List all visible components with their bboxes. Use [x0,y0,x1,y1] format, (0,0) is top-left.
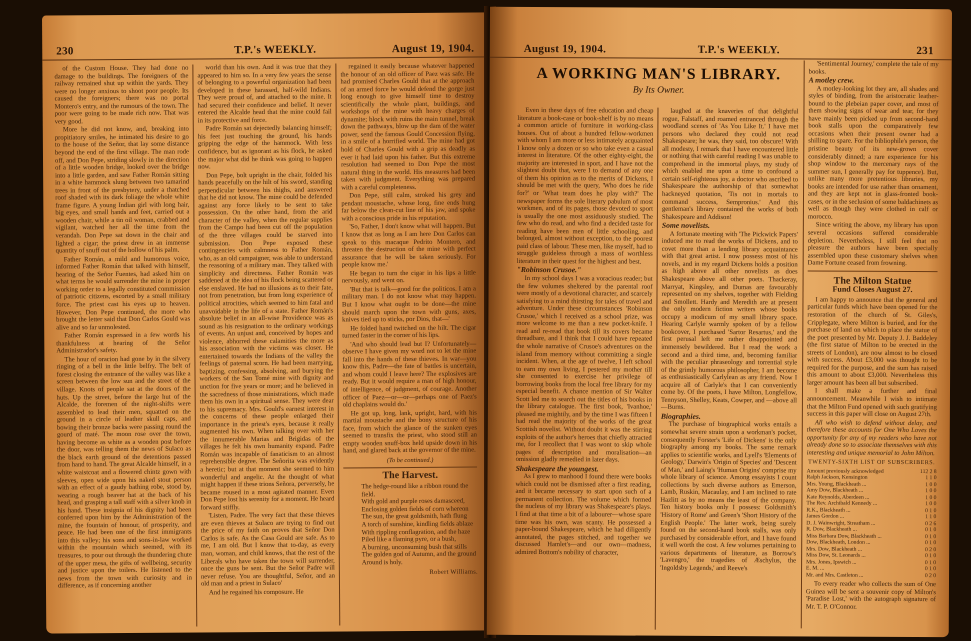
paragraph: A motley-looking lot they are, all shades and styles of binding, from the aristocratic leather-bound to the plebeian paper cover, and most of them showing signs of wear and tear, for they have mainly been picked up from second-hand book stalls upon the comparatively few occasions when their present owner had a shilling to spare. For the bibliophile's person, the pristine beauty of its new-grown cover considerably dinned; a rare experience for his shop window to the mercenary rays of the summer sun, I generally pay for tuppence). But, unlike many more pretentious libraries, my books are intended for use rather than ornament, and they are kept not in glass-fronted book-cases, or in the seclusion of some baldachinets as well as though they were clothed in calf or morocco. [807,85,939,221]
paragraph: Padre Román sat dejectedly balancing himself; his feet just touching the ground, his hands gripping the edge of the hammock. With less confidence, but as ignorant as his flock, he asked the major what did he think was going to happen now. [197,124,333,171]
paragraph: And he regained his composure. He [209,588,304,597]
subscriber-amount: 1 1 0 [925,475,937,482]
subscriber-amount: 1 0 0 [925,481,937,489]
paragraph: regained it easily because whatever happened the honour of an old officer of Paez was safe. He had promised Charles Gould that at the approach of an armed force he would defend the gorge just long enough to give himself time to destroy scientifically the whole plant, buildings, and workshops of the mine with heavy charges of dynamite; block with ruins the main tunnel, break down the pathways, blow up the dam of the water power, send the famous Gould Concession flying, in a smile of a horrified world. The mine had got hold of Charles Gould with a grip as deadly as ever it had laid upon his father. But this extreme resolution had seemed to Don Pepe the most natural thing in the world. His measures had been taken with judgment. Everything was prepared with a careful completeness. [340,62,476,192]
paragraph: Father Román expressed in a few words his thankfulness at hearing of the Señor Administrador's safety. [56,331,191,355]
right-page-number: 231 [916,45,934,58]
subscriber-amount: 0 1 0 [925,533,937,541]
poem-line: A burning, unconsuming bush that stills [361,543,467,552]
paragraph: 'And who should lead but I? Unfortunately—observe I have given my word not to let the mine fall into the hands of these thieves. In war—you know this, Padre—the fate of battles is uncertain, and whom could I leave here? The explosives are ready. But it would require a man of high honour, of intelligence, of judgment, of courage. Another officer of Paez—or—or—perhaps one of Paez's old chaplains would do.' [342,340,477,409]
column-rule [335,64,340,626]
subscriber-name: James Gordon ... [806,513,845,521]
subscriber-amount: 0 1 0 [924,559,937,567]
right-page-date: August 19, 1904. [523,42,607,56]
subscriber-name: D. J. Wainwright, Streatham ... [806,520,876,527]
divider [343,467,477,469]
paragraph: Father Román, a mild and humorous voice, informed Father Román that talked with himself, hearing of the Señor Fuentes, had asked him on what terms he would surrender the mine in proper working order to a legally constituted commission of patriotic citizens, escorted by a small military force. The priest cast his eyes up to heaven. However, Don Pepe continued, the more who brought the letter said that Don Carlos Gould was alive and so far unmolested. [55,255,191,332]
subscriber-name: Kate Reynolds, Aberdeen ... [806,494,870,501]
subscriber-amount: 0 1 0 [925,527,937,534]
poem-line: Around is holy. [361,558,403,567]
column-rule [655,108,659,630]
column-rule [192,65,197,627]
paragraph: The purchase of biographical works entails a somewhat severe strain upon a workman's pocket, consequently Forster's 'Life of Dickens' is the only biography among my books. The same remark applies to scientific works, and Lyell's 'Elements of Geology,' Darwin's 'Origin of Species' and 'Descent of Man,' and Laing's 'Human Origins' comprise my whole library of science. Among essayists I count collections by such diverse authors as Emerson, Lamb, Ruskin, Macaulay, and I am inclined to rate Hazlitt as by no means the least of the company. Ten history books only I possess: Goldsmith's 'History of Rome' and Green's 'Short History of the English People.' The latter work, being surely found on the second-hand book stalls, was only purchased by considerable effort, and I have found it well worth the cost. A few volumes pertaining to various departments of literature, as Borrow's 'Lavengro,' the tragedies of Æschylus, the 'Ingoldsby Legends,' and Reeve's [660,421,797,572]
paragraph: Don Pepe, bolt upright in the chair, folded his hands peacefully on the hilt of his sword, standing perpendicular between his thighs, and answered that he did not know. The mine could be defended against any force likely to be sent to take possession. On the other hand, from the arid character of the valley, when the regular supplies from the Campo had been cut off the population of the three villages could be starved into submission. Don Pepe exposed these contingencies with calmness to Father Román, who, as an old campaigner, was able to understand the reasoning of a military man. They talked with simplicity and directness. Father Román was saddened at the idea of his flock being scattered or else enslaved. He had no illusions as to their fate, not from penetration, but from long experience of political atrocities, which seemed to him fatal and unavoidable in the life of a state. Father Román's absolute belief in an all-wise Providence was as sound as his resignation to the ordinary workings of events. An unjust and, conceived by hopes and violence, abhorred these calamities the more as his association with the victims was closer. He entertained towards the Indians of the valley the feelings of paternal scorn. He had been marrying, baptizing, confessing, absolving, and burying the workers of the San Tomé mine with dignity and unction for five years or more; and he believed in the sacredness of those ministrations, which made them his own in a spiritual sense. They were dear to his supremacy. Mrs. Gould's earnest interest in the concerns of these people enlarged their importance in the priest's eyes, because it really augmented his own. When talking over with her the innumerable Marias and Brigidas of the villages he felt his own humanity expand. Padre Román was incapable of fanaticism to an almost reprehensible degree. The Señorita was evidently a heretic; but at that moment she seemed to him wonderful and angelic. At the thought of what might happen if these trions Señora, perversely, he became roused in a most agitated manner. Even Don Pepe lost his serenity for a moment. He heard forward stiffly. [198,171,335,512]
subscriber-amount: 0 1 0 [924,553,937,560]
left-page [42,12,494,633]
to-be-continued: (To be continued.) [386,456,434,465]
subscriber-name: Miss Barbara Dow, Blackheath ... [806,533,882,540]
subscriber-name: Amount previously acknowledged [806,468,884,475]
article-byline: By Its Owner. [632,85,685,96]
subscriber-amount: 0 2 0 [924,546,937,554]
paragraph: Don Pepe, still calm, stroked his grey and pendant moustache, whose long, fine ends hung far below the clean-cut line of his jaw, and spoke with a conscious pride in his reputation. [341,191,476,223]
harvest-poem [343,483,478,567]
article-heading [514,65,804,97]
poem-line: Piled like a flaming pyre, or a bush, [361,535,457,544]
subscriber-amount: 1 0 0 [925,501,937,508]
paragraph: A fortunate meeting with 'The Pickwick Papers' induced me to read the works of Dickens, and to covet more than a lending library acquaintance with that great artist. I now possess most of his novels, and in my regard Dickens holds a position as high above all other novelists as does Shakespeare above all other poets. Thackeray, Marryat, Kingsley, and Dumas are favourably represented on my shelves, together with Fielding and Smollett. Hardy and Meredith are at present the only modern fiction writers whose books occupy a modicum of my small library space. Hearing Carlyle warmly spoken of by a fellow bookcover, I purchased 'Sartor Resartus,' and the first perusal left me rather disappointed and immensely bewildered. But I read the work a second and a third time, and, becoming familiar with the peculiar phraseology and torrential style of the grimly humorous philosopher, I am become as enthusiastically Carlylean as any friend. Now I acquire all of Carlyle's that I can conveniently come by. Of the poets, I have Milton, Longfellow, Tennyson, Shelley, Keats, Cowper, and —above all—Burns. [660,230,798,412]
subscriber-amount: 0 2 0 [924,572,937,580]
italic-note: All who wish to defend without delay, and therefore these accounts for One Who Loves the opportunity for any of my readers who have not already done so to associate themselves with this interesting and unique memorial to John Milton. [806,419,937,457]
subheading: Biographies. [660,411,701,421]
paragraph: More he did not know, and, breaking into propitiatory smiles, he intimated his desire to go to the house of the Señor, that lay some distance beyond the end of the first village. The man rode off, and Don Pepe, striding slowly in the direction of a little wooden bridge, looked over the bridge into a little garden, and saw Father Román sitting in a white hammock slung between two tamarind trees in front of the presbytery, under a thatched roof shaded with its dark foliage the whole white frame figure. A young Indian girl with long hair, big eyes, and small hands and feet, carried out a wooden chair, while a tin oil woman, crabbed and vigilant, watched her all the time from the verandah. Don Pepe sat down in the chair and lighted a cigar; the priest drew in an immense quantity of snuff out of the hollow of his palm. [54,125,190,255]
poem-line: With rippling conflagration, and the haze [361,528,471,536]
right-magazine-title: T.P.'s WEEKLY. [697,43,780,57]
left-page-number: 230 [56,45,74,58]
poem-line: With gold and purple roses damasceed, [361,497,465,506]
subscriber-name: Mrs. Dow, Blackheath ... [806,546,863,553]
subheading: Some novelists. [661,220,710,231]
subscriber-name: E. M. ... [806,565,825,572]
divider [808,270,938,272]
paragraph: As I grew to manhood I found there were books which could not be dismissed after a first reading, and it became necessary to start upon such of a permanent collection. The volume which formed the nucleus of my library was Shakespeare's plays. I find at that time a bit of a labourer—whose spare time was his own, was scanty. He possessed a paper-bound Shakespeare, which he had diligently annotated, the pages stitched, and together we discussed Hamlet's—and our own—madness, admired Bottom's nobility of character, [515,473,652,557]
left-page-date: August 19, 1904. [391,42,475,56]
right-col-3 [806,60,939,629]
subscriber-amount: 1 0 0 [925,494,937,502]
subheading: A motley crew. [808,75,855,85]
subscriber-amount: 1 1 0 [925,514,937,521]
paragraph: Since writing the above, my library has upon several occasions suffered considerable depletion. Nevertheless, I still feel that no pleasure the authors have been specially assembled upon these customary shelves when Dame Fortune ceased from frowning. [807,221,938,268]
paragraph: 'But that is talk—good for the politicos. I am a military man. I do not know what may happen. But I know what ought to be done—the mine should march upon the town with guns, axes, knives tied up to sticks, por Dios, that—' [341,285,477,324]
poem-line: The sun, the great goldsmith, hath flung [361,512,468,521]
right-page-header [490,43,952,60]
subscriber-name: Mrs. Young, Blackheath ... [806,481,867,488]
left-page-header [42,42,490,60]
paragraph: 'Listen, Padre. The very fact that these thieves are even thieves at Sulaco are trying to find out the price of my faith on proves that Señor Don Carlos is safe. As the Casa Gould are safe. As to me, I am old. But I know that to-day, as every man, woman, and child knows, that the rest of the Liberals who have taken the town will surrender, once the guns be sent. But the Señor Padre will never refuse. You are thoughtful, Señor, and an old man and a priest in Sulaco' [200,511,335,588]
paragraph: I am happy to announce that the general and particular funds which have been opened for the restoration of the church of St. Giles's, Cripplegate, where Milton is buried, and for the purchase of land on which to place the statue of the poet presented by Mr. Deputy J. J. Baddeley (the first statue of Milton to be erected in the streets of London), are now almost to be closed with success. About £3,000 was thought to be required for the purpose, and the sum has raised this amount to about £3,000. Nevertheless this larger amount has been all but subscribed. [807,296,938,387]
paragraph: world than his own. And it was true that they appeared to him so. In a very few years the sense of belonging to a powerful organization had been developed in these harassed, half-wild Indians. They were proud of, and attached to the mine. It had secured their confidence and belief. It never entered the Alcalde head that the mine could fail in its protective and force. [197,63,332,125]
subscriber-name: Ralph Jackson, Kensington [806,474,868,482]
subscriber-name: R. Dow, Blackheath ... [806,526,857,534]
subscribers-table-title: TWENTY-SIXTH LIST OF SUBSCRIBERS. [808,459,936,467]
subscriber-amount: 112 2 8 [919,468,937,476]
poem-line: A torch of sunshine, kindling fields ablaze [361,520,474,529]
right-page [487,7,952,637]
paragraph: 'So, Father, I don't know what will happen. But I know that as long as I am here Don Carlos can speak to this macaque Pedrito Montero, and threaten the destruction of the mine with perfect assurance that he will be taken seriously. For people know me.' [341,223,476,269]
left-col-3 [340,63,478,626]
harvest-poem-title: The Harvest. [382,470,439,482]
subscriber-amount: 0 1 0 [925,507,937,515]
paragraph: laughed at the knaveries of that delightful rogue, Falstaff, and roamed entranced through the woodland scenes of 'As You Like It.' I have met persons who declared they could not read Shakespeare; he was, they said, too obscure! With all modesty, I remark that I have encountered little or nothing that with careful reading I was unable to comprehend in the immortal plays, my study of which enabled me upon a time to confound a certain self-righteous joy, a doctor who ascribed to Shakespeare the authorship of that somewhat hackneyed quotation, 'Tis not in mortals to command success, Sempronius.' And this gentleman's library contained the works of both Shakespeare and Addison! [661,107,799,221]
left-col-1 [54,65,192,628]
subscriber-name: Dow, Blackheath, London ... [806,539,871,547]
paragraph: Even in these days of free education and cheap literature a book-case or book-shelf is by no means a common article of furniture in working-class houses. Out of about a hundred fellow-workmen with whom I am more or less intimately acquainted I know only a dozen or so who take even a casual interest in literature. Of the other eighty-eight, the majority are interested in sport, and I have not the slightest doubt that, were I to demand of any one of them his opinion as to the merits of Dickens, I should be met with the query, 'Who does he ride for?' or 'What team does he play with?' The newspaper forms the sole literary pabulum of most workmen, and of its pages, those devoted to sport is usually the one most assiduously studied. The few who do read, and who find a decided taste for reading have been men of little schooling, and belonged, almost without exception, to the poorest paid class of labour. These men, like myself, had to struggle guideless through a mass of worthless literature in their quest for the highest and best. [516,106,654,266]
left-col-2 [197,64,335,627]
paragraph: He got up, long, lank, upright, hard, with his martial moustache and the bony structure of his face, from which the glance of the sunken eyes seemed to transfix the priest, who stood still an empty wooden snuff-box held upside down in his hand, and glared back at the governor of the mine. [342,409,478,455]
subscriber-name: R.K., Blackheath ... [806,507,851,514]
table-row [806,572,936,579]
milton-heading: The Milton Statue [833,275,912,287]
paragraph: To every reader who collects the sum of One Guinea will be sent a souvenir copy of Milton's 'Paradise Lost,' with the autograph signature of Mr. T. P. O'Connor. [805,580,936,611]
subscriber-name: The Rev. Archibald Kennedy ... [806,500,878,508]
subscriber-name: Amy Dow, Blackheath ... [806,487,864,495]
poem-author: Robert Williams. [429,568,478,576]
poem-line: Enclosing golden fields of corn whereon [361,505,469,514]
poem-line: The hedge-round like a ribbon round the field. [361,482,469,498]
paragraph: In my school days I was a voracious reader; but the few volumes sheltered by the parental roof were mostly of a devotional character, and scarcely satisfying to a mind thirsting for tales of travel and adventure. Under these circumstances 'Robinson Crusoe,' which I received as a school prize, was more welcome to me than a new pocket-knife. I read and re-read that book till its covers became threadbare, and I think that I could have repeated the whole narrative of Crusoe's adventures on the island from memory without committing a single incident. When, at the age of twelve, I left school to earn my own living, I pestered my mother till she consented to exercise her privilege of borrowing books from the local free library for my especial benefit. A chance mention of Sir Walter Scott led me to search out the titles of his books in the library catalogue. The first book, 'Ivanhoe,' pleased me mightily, and by the time I was fifteen I had read the majority of the works of the great Scottish novelist. Without doubt it was the stirring exploits of the author's heroes that chiefly attracted me, for I recollect that I was wont to skip whole pages of description and moralisation—an omission gladly remedied in later days. [515,275,653,464]
left-magazine-title: T.P.'s WEEKLY. [234,43,317,57]
paragraph: The hour of oracion had gone by in the silvery ringing of a bell in the little belfry. The belt of forest closing the entrance of the valley was like a screen between the low sun and the street of the village. Knots of people sat at the doors of the huts. Up the street, before the large hut of the Alcalde, the foremen of the night-shifts were assembled to lead their men, squatted on the ground in a circle of leather skull caps, and bowing their bronze backs were passing round the gourd of maté. The moon rose over the town, having become as white as a wooden post before the door, was telling them the news of Sulaco as the black earth ground of the detentions passed from hand to hand. The great Alcalde himself, in a white waistcoat and a flowered chintz gown with sleeves, open wide upon his naked stout person with an effect of a gaudy bathing robe, stood by, wearing a rough beaver hat at the back of his head, and grasping a tall staff with a silver knob in his hand. These insignia of his dignity had been conferred upon him by the Administration of the mine, the fountain of honour, of prosperity, and peace. He had been one of the first immigrants into this valley; his sons and sons-in-law worked within the mountain which seemed, with its treasures, to pour out through the thundering chute of the upper mesa, the gifts of wellbeing, security and justice upon the toilers. He listened to the news from the town with curiosity and in difference, as if concerning another [56,355,192,590]
article-title: A WORKING MAN'S LIBRARY. [536,65,781,84]
milton-subheading: Fund Closes August 27. [832,284,913,295]
subscriber-amount: 1 0 0 [925,488,937,495]
paragraph: I shall make a further and final announcement. Meanwhile I wish to intimate that the Milton Fund opened with such gratifying success in this paper will close on August 27th. [806,387,938,419]
subscriber-amount: 0 2 6 [925,520,937,528]
subscriber-name: Miss Dow, St. Leonards ... [806,552,866,560]
paragraph: He folded hand twitched on the hilt. The cigar turned faster in the corner of his lips. [342,324,477,340]
right-col-1 [515,107,654,630]
subscriber-name: Mrs. Jones, Ipswich ... [806,559,857,566]
subscribers-table [806,468,937,579]
subheading: "Robinson Crusoe." [516,265,582,275]
poem-line: The golden god of Autumn, and the ground [361,550,477,559]
subscriber-name: Mr. and Mrs. Castleton ... [806,572,864,579]
left-columns [42,62,494,627]
paragraph: of the Custom House. They had done no damage to the buildings. The foreigners of the railway remained shut up within the yards. They were no longer anxious to shoot poor people. Its caused the foreigners; there was no portal Montero's entry, and the rumours of the town. The poor were going to be made rich now. That was very good. [54,64,189,126]
subscriber-amount: 0 1 0 [924,566,937,573]
subscriber-amount: 0 1 0 [924,540,937,547]
subheading: Shakespeare the youngest. [515,463,599,474]
paragraph: 'Sentimental Journey,' complete the tale of my books. [808,60,939,76]
right-col-2 [660,108,799,631]
paragraph: He began to turn the cigar in his lips a little nervously, and went on. [341,269,476,285]
